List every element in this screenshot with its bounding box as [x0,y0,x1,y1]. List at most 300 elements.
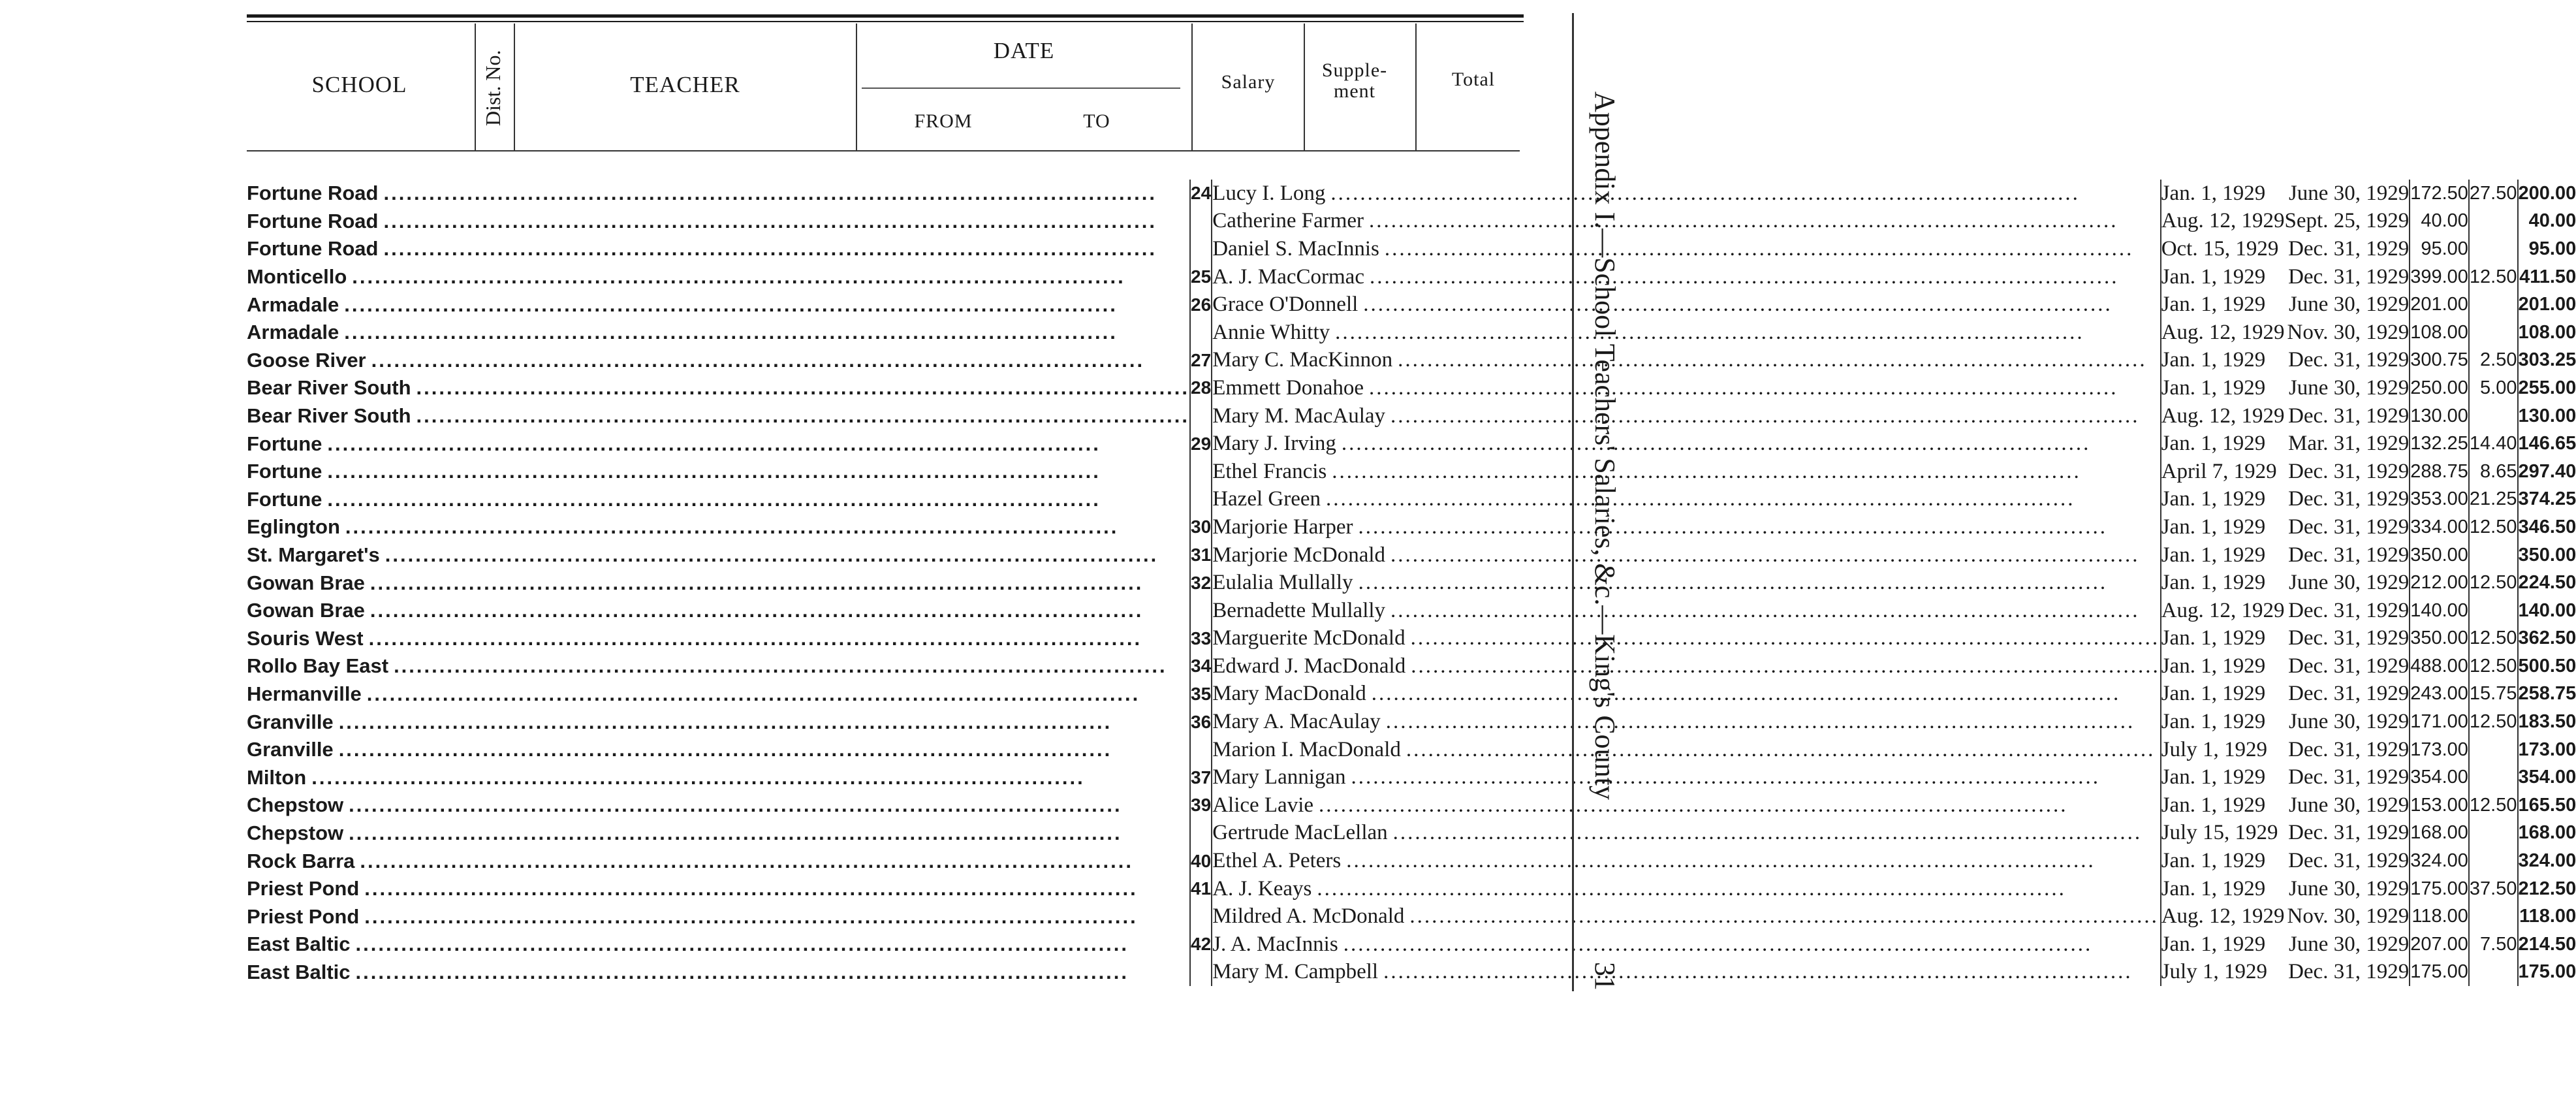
school-cell [247,291,1190,319]
dot-leader [411,376,1190,400]
dot-leader [1379,237,2160,261]
total-cell: 173.00 [2518,739,2576,760]
from-cell: Jan. 1, 1929 [2161,374,2285,402]
school-cell [247,458,1190,486]
dot-leader [362,682,1189,706]
dot-leader [1312,877,2160,901]
table-row [247,263,2576,291]
page-number: 31 [1589,962,1621,991]
school-cell [247,791,1190,820]
salary-cell: 140.00 [2410,597,2469,625]
school-name: Bear River South [247,376,411,400]
school-cell [247,875,1190,903]
dot-leader [1401,738,2160,762]
table-row [247,708,2576,736]
school-cell [247,180,1190,208]
table-row [247,847,2576,875]
total-cell: 146.65 [2518,433,2576,454]
to-cell: June 30, 1929 [2285,291,2410,319]
teacher-cell [1212,847,2161,875]
dot-leader [1378,960,2160,984]
dot-leader [379,237,1190,261]
school-name: Granville [247,710,334,733]
salary-table-body [247,180,2576,986]
top-rule-thin [247,21,1524,22]
to-cell: Dec. 31, 1929 [2285,652,2410,680]
from-cell: Oct. 15, 1929 [2161,235,2285,263]
from-cell: Aug. 12, 1929 [2161,319,2285,347]
dot-leader [1353,515,2160,539]
dot-leader [379,210,1190,233]
from-cell: Jan. 1, 1929 [2161,263,2285,291]
to-cell: June 30, 1929 [2285,875,2410,903]
dot-leader [388,654,1189,678]
from-cell: Jan. 1, 1929 [2161,569,2285,597]
teacher-name: Mary J. Irving [1212,432,1336,456]
salary-cell: 243.00 [2410,680,2469,709]
school-cell [247,736,1190,764]
school-cell [247,597,1190,625]
school-name: Milton [247,765,307,789]
dot-leader [1313,793,2160,818]
to-cell: June 30, 1929 [2285,708,2410,736]
table-row [247,430,2576,458]
salary-cell: 108.00 [2410,319,2469,347]
school-name: Priest Pond [247,904,360,928]
teacher-name: Mary M. MacAulay [1212,404,1386,428]
school-cell [247,820,1190,848]
dot-leader [1346,765,2160,789]
school-name: Fortune Road [247,209,379,232]
supplement-cell: 12.50 [2469,569,2518,597]
to-cell: Dec. 31, 1929 [2285,513,2410,541]
from-cell: Jan. 1, 1929 [2161,541,2285,569]
teacher-name: Ethel Francis [1212,459,1327,483]
dot-leader [339,321,1189,344]
teacher-cell [1212,763,2161,791]
to-cell: Dec. 31, 1929 [2285,847,2410,875]
total-cell: 258.75 [2518,683,2576,705]
table-row [247,319,2576,347]
supplement-cell: 14.40 [2469,430,2518,458]
teacher-cell [1212,458,2161,486]
to-cell: Nov. 30, 1929 [2285,902,2410,931]
dot-leader [334,710,1189,734]
teacher-cell [1212,820,2161,848]
total-cell: 168.00 [2518,822,2576,844]
salary-cell: 334.00 [2410,513,2469,541]
total-cell: 130.00 [2518,405,2576,426]
dot-leader [322,432,1189,456]
to-cell: Dec. 31, 1929 [2285,597,2410,625]
school-name: Fortune Road [247,182,379,205]
teacher-cell [1212,347,2161,375]
supplement-cell: 5.00 [2469,374,2518,402]
school-cell [247,569,1190,597]
teacher-cell [1212,875,2161,903]
school-name: Fortune [247,487,322,511]
table-row [247,458,2576,486]
teacher-name: Lucy I. Long [1212,181,1326,205]
from-cell: Jan. 1, 1929 [2161,680,2285,709]
dist-cell [1190,458,1212,486]
total-cell: 201.00 [2518,294,2576,315]
school-cell [247,541,1190,569]
school-cell [247,931,1190,959]
teacher-cell [1212,486,2161,514]
salary-cell: 488.00 [2410,652,2469,680]
supplement-cell: 8.65 [2469,458,2518,486]
dist-cell: 26 [1190,291,1212,319]
from-cell: April 7, 1929 [2161,458,2285,486]
header-to: TO [1083,110,1110,132]
total-cell: 324.00 [2518,850,2576,872]
header-teacher: TEACHER [630,72,740,97]
supplement-cell [2469,736,2518,764]
school-name: Rock Barra [247,849,355,872]
dot-leader [380,543,1189,567]
dot-leader [1358,293,2160,317]
salary-cell: 118.00 [2410,902,2469,931]
header-divider [1415,24,1417,150]
to-cell: June 30, 1929 [2285,931,2410,959]
dot-leader [347,265,1189,289]
supplement-cell: 12.50 [2469,513,2518,541]
dot-leader [1330,321,2160,345]
dot-leader [1385,404,2160,428]
salary-cell: 95.00 [2410,235,2469,263]
to-cell: June 30, 1929 [2285,791,2410,820]
dist-cell: 24 [1190,180,1212,208]
dot-leader [334,738,1189,761]
table-row [247,875,2576,903]
total-cell: 214.50 [2518,933,2576,955]
table-row [247,791,2576,820]
top-rule [247,14,1524,18]
school-name: Hermanville [247,682,362,705]
teacher-name: A. J. Keays [1212,876,1312,900]
header-salary: Salary [1221,71,1276,93]
teacher-cell [1212,541,2161,569]
dist-cell [1190,235,1212,263]
dist-cell: 39 [1190,791,1212,820]
total-cell: 95.00 [2528,238,2576,259]
supplement-cell [2469,959,2518,987]
dist-cell [1190,402,1212,430]
to-cell: Dec. 31, 1929 [2285,820,2410,848]
dist-cell: 36 [1190,708,1212,736]
dot-leader [1385,543,2160,567]
dot-leader [1353,571,2160,595]
table-row [247,180,2576,208]
from-cell: Jan. 1, 1929 [2161,791,2285,820]
supplement-cell [2469,763,2518,791]
table-row [247,652,2576,680]
from-cell: Jan. 1, 1929 [2161,847,2285,875]
to-cell: Dec. 31, 1929 [2285,625,2410,653]
table-row [247,402,2576,430]
school-cell [247,708,1190,736]
salary-cell: 300.75 [2410,347,2469,375]
table-row [247,763,2576,791]
teacher-cell [1212,708,2161,736]
school-cell [247,847,1190,875]
dot-leader [351,961,1190,984]
from-cell: Aug. 12, 1929 [2161,597,2285,625]
school-name: Fortune Road [247,237,379,261]
school-name: East Baltic [247,960,351,983]
supplement-cell [2469,291,2518,319]
school-name: Rollo Bay East [247,654,389,678]
school-name: Monticello [247,265,347,289]
teacher-cell [1212,625,2161,653]
total-cell: 346.50 [2518,516,2576,537]
school-name: Fortune [247,432,322,455]
table-row [247,902,2576,931]
to-cell: Sept. 25, 1929 [2285,208,2410,236]
side-rule [1572,13,1574,991]
supplement-cell [2469,902,2518,931]
table-row [247,625,2576,653]
dot-leader [306,766,1189,789]
total-cell: 350.00 [2518,544,2576,565]
teacher-name: Mary A. MacAulay [1212,710,1381,734]
to-cell: June 30, 1929 [2285,180,2410,208]
header-divider [514,24,515,150]
supplement-cell: 12.50 [2469,791,2518,820]
total-cell: 411.50 [2519,266,2576,287]
school-cell [247,680,1190,709]
dist-cell: 35 [1190,680,1212,709]
teacher-name: Mary Lannigan [1212,765,1346,789]
dot-leader [354,850,1189,873]
dist-cell [1190,902,1212,931]
header-date: DATE [993,38,1055,63]
table-row [247,235,2576,263]
teacher-name: A. J. MacCormac [1212,264,1364,289]
to-cell: June 30, 1929 [2285,569,2410,597]
header-divider [1191,24,1193,150]
header-dist-no: Dist. No. [481,50,505,127]
supplement-cell: 15.75 [2469,680,2518,709]
to-cell: Dec. 31, 1929 [2285,347,2410,375]
teacher-name: Mary C. MacKinnon [1212,348,1393,372]
total-cell: 224.50 [2518,572,2576,594]
dist-cell: 34 [1190,652,1212,680]
school-name: Bear River South [247,404,411,428]
school-cell [247,319,1190,347]
salary-cell: 130.00 [2410,402,2469,430]
dot-leader [411,404,1190,428]
dot-leader [359,877,1189,900]
from-cell: July 15, 1929 [2161,820,2285,848]
teacher-cell [1212,402,2161,430]
salary-cell: 132.25 [2410,430,2469,458]
salary-cell: 153.00 [2410,791,2469,820]
table-row [247,513,2576,541]
from-cell: Jan. 1, 1929 [2161,763,2285,791]
school-name: Priest Pond [247,877,360,900]
salary-cell: 354.00 [2410,763,2469,791]
dist-cell [1190,736,1212,764]
to-cell: Dec. 31, 1929 [2285,486,2410,514]
supplement-cell: 12.50 [2469,625,2518,653]
to-cell: Dec. 31, 1929 [2285,541,2410,569]
total-cell: 108.00 [2518,321,2576,343]
school-cell [247,959,1190,987]
school-name: Chepstow [247,793,344,817]
dot-leader [1321,487,2160,511]
dot-leader [364,627,1189,650]
header-supplement: Supple- ment [1321,59,1388,102]
teacher-cell [1212,513,2161,541]
supplement-cell: 12.50 [2469,263,2518,291]
school-cell [247,430,1190,458]
dot-leader [1381,710,2160,734]
table-row [247,597,2576,625]
dot-leader [1392,348,2160,372]
from-cell: Jan. 1, 1929 [2161,347,2285,375]
dist-cell: 28 [1190,374,1212,402]
teacher-name: Hazel Green [1212,487,1321,511]
dot-leader [1364,265,2160,289]
salary-cell: 175.00 [2410,959,2469,987]
teacher-cell [1212,652,2161,680]
to-cell: Dec. 31, 1929 [2285,263,2410,291]
to-cell: June 30, 1929 [2285,374,2410,402]
salary-cell: 350.00 [2410,541,2469,569]
from-cell: July 1, 1929 [2161,959,2285,987]
supplement-cell [2469,847,2518,875]
teacher-cell [1212,208,2161,236]
teacher-name: Marjorie McDonald [1212,543,1386,567]
total-cell: 212.50 [2518,878,2576,899]
from-cell: Jan. 1, 1929 [2161,875,2285,903]
date-subrule [862,88,1180,89]
from-cell: Jan. 1, 1929 [2161,708,2285,736]
teacher-name: Emmett Donahoe [1212,375,1364,400]
dot-leader [1338,932,2160,957]
salary-cell: 175.00 [2410,875,2469,903]
school-cell [247,513,1190,541]
teacher-name: Catherine Farmer [1212,209,1364,233]
dist-cell: 42 [1190,931,1212,959]
dot-leader [1325,182,2160,206]
school-name: Armadale [247,293,339,316]
dot-leader [1406,626,2160,650]
from-cell: Jan. 1, 1929 [2161,652,2285,680]
supplement-cell: 37.50 [2469,875,2518,903]
salary-cell: 171.00 [2410,708,2469,736]
side-title: Appendix I.—School Teachers' Salaries, &c.—King's County [1589,91,1621,800]
dot-leader [343,821,1189,845]
school-cell [247,652,1190,680]
school-cell [247,208,1190,236]
school-cell [247,347,1190,375]
teacher-name: Daniel S. MacInnis [1212,236,1379,261]
salary-cell: 212.00 [2410,569,2469,597]
school-name: Gowan Brae [247,571,365,594]
school-cell [247,486,1190,514]
total-cell: 175.00 [2518,961,2576,983]
table-row [247,736,2576,764]
from-cell: Jan. 1, 1929 [2161,931,2285,959]
total-cell: 140.00 [2518,599,2576,621]
table-row [247,820,2576,848]
teacher-cell [1212,374,2161,402]
total-cell: 362.50 [2518,628,2576,649]
total-cell: 374.25 [2518,488,2576,510]
salary-cell: 250.00 [2410,374,2469,402]
to-cell: Nov. 30, 1929 [2285,319,2410,347]
dist-cell: 41 [1190,875,1212,903]
total-cell: 297.40 [2518,460,2576,482]
supplement-cell: 2.50 [2469,347,2518,375]
school-cell [247,763,1190,791]
dot-leader [379,182,1190,205]
teacher-cell [1212,902,2161,931]
table-row [247,486,2576,514]
teacher-name: Mildred A. McDonald [1212,904,1405,929]
dist-cell [1190,486,1212,514]
salary-cell: 173.00 [2410,736,2469,764]
teacher-name: Gertrude MacLellan [1212,821,1388,845]
to-cell: Dec. 31, 1929 [2285,959,2410,987]
dist-cell: 25 [1190,263,1212,291]
to-cell: Dec. 31, 1929 [2285,763,2410,791]
dot-leader [1336,432,2160,456]
dist-cell: 30 [1190,513,1212,541]
from-cell: Jan. 1, 1929 [2161,291,2285,319]
salary-cell: 40.00 [2410,208,2469,236]
teacher-name: J. A. MacInnis [1212,932,1338,956]
school-name: Gowan Brae [247,599,365,622]
dot-leader [1341,849,2160,873]
teacher-cell [1212,959,2161,987]
dist-cell: 27 [1190,347,1212,375]
dot-leader [1364,376,2160,400]
school-cell [247,235,1190,263]
teacher-name: Marion I. MacDonald [1212,737,1401,761]
dot-leader [365,599,1189,622]
school-cell [247,902,1190,931]
salary-cell: 172.50 [2410,180,2469,208]
teacher-name: Grace O'Donnell [1212,293,1359,317]
to-cell: Dec. 31, 1929 [2285,402,2410,430]
teacher-name: Bernadette Mullally [1212,598,1386,622]
dot-leader [351,932,1190,956]
supplement-cell [2469,319,2518,347]
from-cell: Aug. 12, 1929 [2161,208,2285,236]
total-cell: 40.00 [2528,210,2576,232]
dot-leader [339,293,1189,317]
school-cell [247,625,1190,653]
supplement-cell [2469,820,2518,848]
dot-leader [322,460,1189,483]
dist-cell: 31 [1190,541,1212,569]
dist-cell [1190,319,1212,347]
teacher-name: Mary M. Campbell [1212,960,1379,984]
supplement-cell [2469,541,2518,569]
header-school: SCHOOL [311,72,407,97]
dist-cell: 33 [1190,625,1212,653]
supplement-cell: 27.50 [2469,180,2518,208]
from-cell: July 1, 1929 [2161,736,2285,764]
school-name: Souris West [247,626,364,650]
school-name: Eglington [247,515,340,539]
salary-table [247,180,2576,986]
school-name: St. Margaret's [247,543,380,567]
